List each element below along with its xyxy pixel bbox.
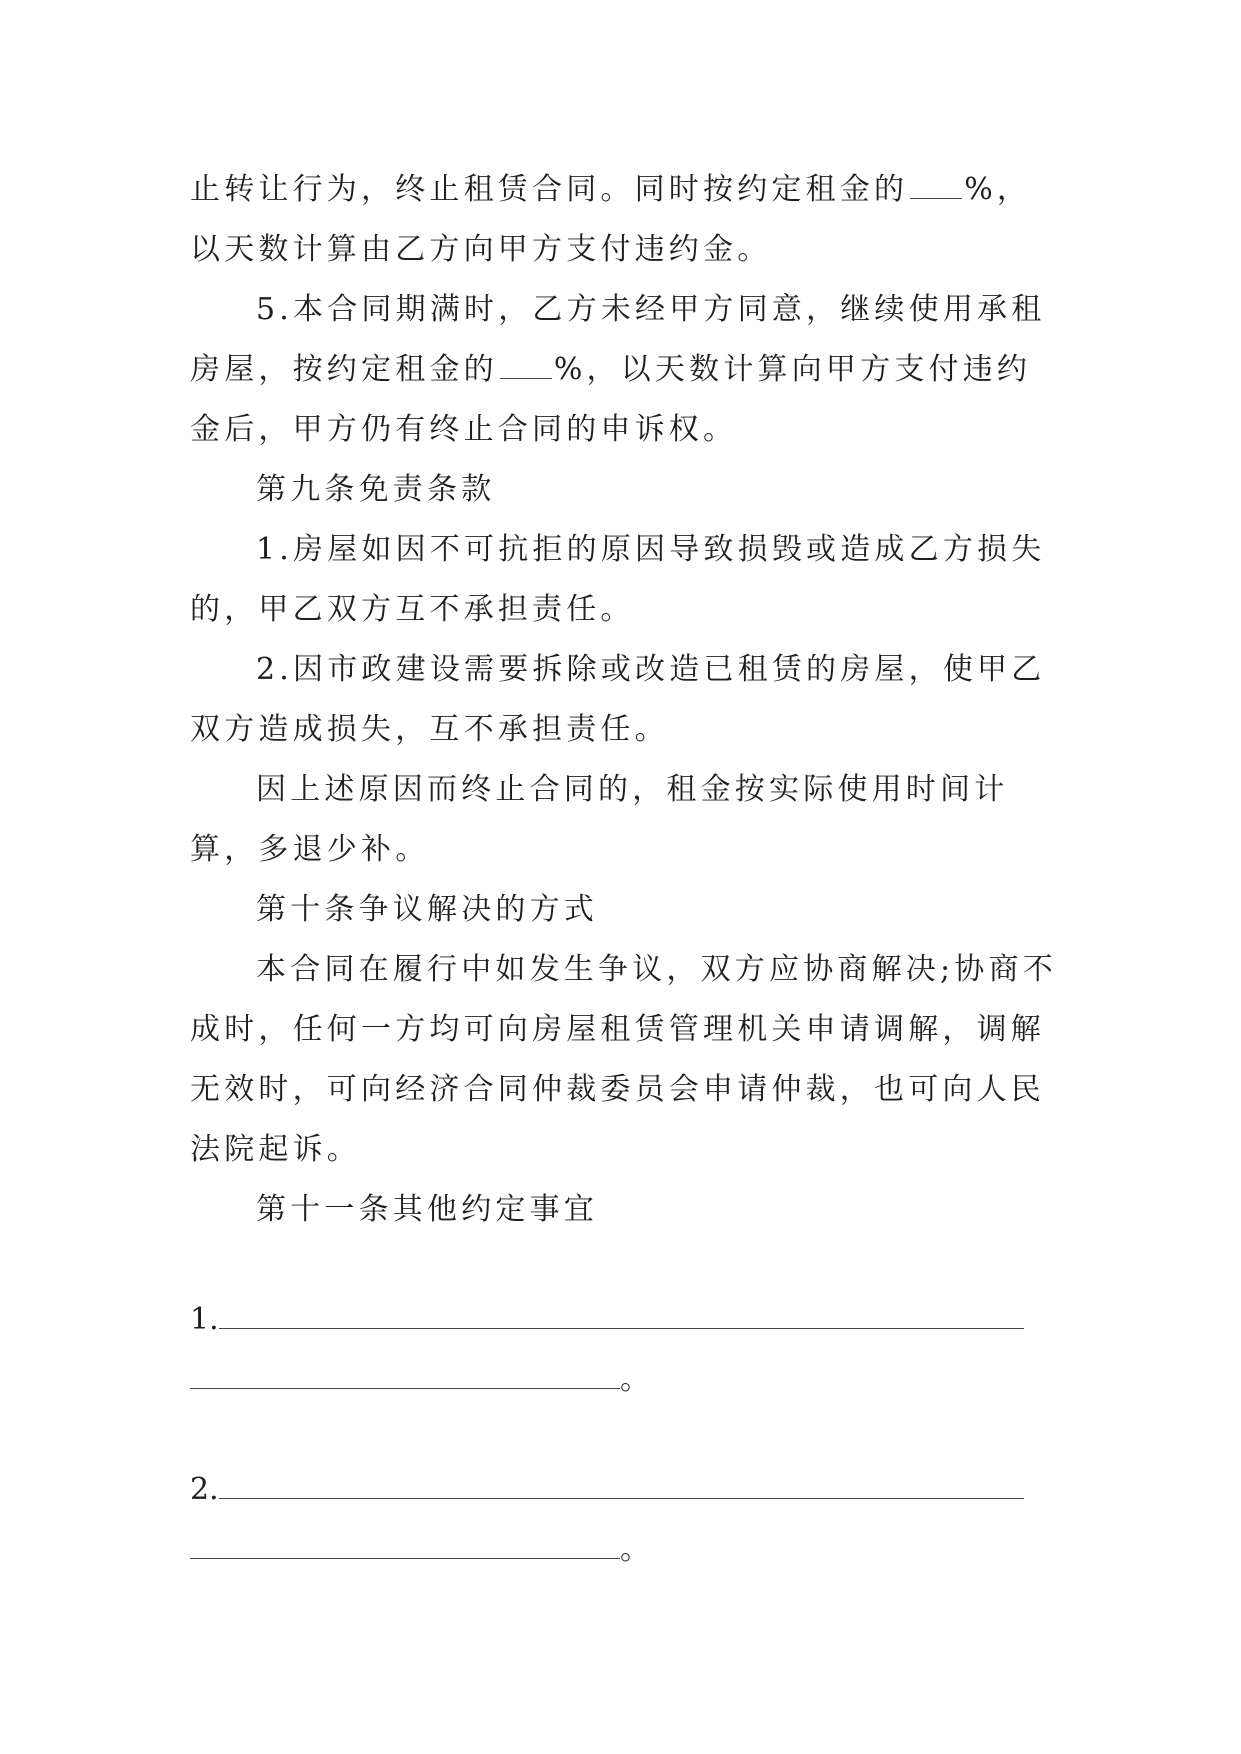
article-10-body: 本合同在履行中如发生争议，双方应协商解决;协商不成时，任何一方均可向房屋租赁管理机关申请调解，调解无效时，可向经济合同仲裁委员会申请仲裁，也可向人民法院起诉。 xyxy=(190,952,1057,1167)
fill-item-end: 。 xyxy=(620,1362,650,1397)
blank-percentage xyxy=(910,176,962,199)
document-body xyxy=(190,160,1060,1580)
fill-item-number: 1. xyxy=(190,1302,219,1337)
paragraph-text: %，以天数计算向甲方支付违约金后，甲方仍有终止合同的申诉权。 xyxy=(190,352,1032,447)
fill-item-end: 。 xyxy=(620,1532,650,1567)
fill-item-number: 2. xyxy=(190,1472,219,1507)
paragraph-text: 5.本合同期满时，乙方未经甲方同意，继续使用承租房屋，按约定租金的 xyxy=(190,292,1046,387)
article-9-item-1: 1.房屋如因不可抗拒的原因导致损毁或造成乙方损失的，甲乙双方互不承担责任。 xyxy=(190,532,1046,627)
blank-percentage xyxy=(500,356,552,379)
fill-blank xyxy=(190,1528,620,1559)
fill-item-2-line-2 xyxy=(190,1520,1060,1580)
article-10-title: 第十条争议解决的方式 xyxy=(256,892,598,927)
paragraph-penalty-transfer xyxy=(190,160,1060,280)
paragraph-text: 止转让行为，终止租赁合同。同时按约定租金的 xyxy=(190,172,909,207)
article-9-item-2: 2.因市政建设需要拆除或改造已租赁的房屋，使甲乙双方造成损失，互不承担责任。 xyxy=(190,652,1046,747)
article-9-note: 因上述原因而终止合同的，租金按实际使用时间计算，多退少补。 xyxy=(190,772,1009,867)
paragraph-item-5 xyxy=(190,280,1060,460)
fill-blank xyxy=(219,1468,1024,1499)
spacer xyxy=(190,1240,1060,1290)
fill-item-2-line-1 xyxy=(190,1460,1060,1520)
fill-blank xyxy=(190,1358,620,1389)
spacer xyxy=(190,1410,1060,1460)
fill-item-1-line-1 xyxy=(190,1290,1060,1350)
article-11-title: 第十一条其他约定事宜 xyxy=(256,1192,598,1227)
article-9-title: 第九条免责条款 xyxy=(256,472,496,507)
paragraph-text: %，以天数计算由乙方向甲方支付违约金。 xyxy=(190,172,1032,267)
fill-blank xyxy=(219,1298,1024,1329)
fill-item-1-line-2 xyxy=(190,1350,1060,1410)
